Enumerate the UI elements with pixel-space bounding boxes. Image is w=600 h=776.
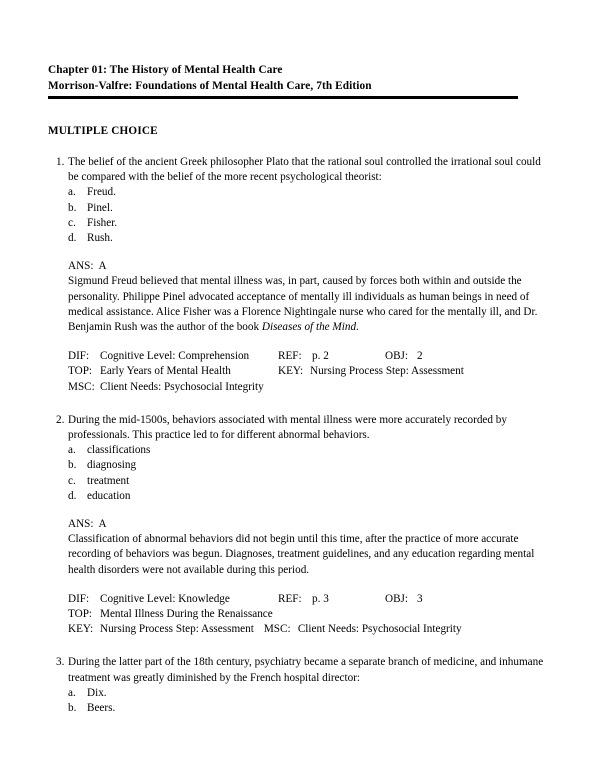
metadata-block	[68, 592, 552, 638]
metadata-obj	[385, 349, 423, 364]
rationale-text-end: .	[356, 321, 359, 334]
metadata-value: Cognitive Level: Comprehension	[100, 350, 250, 363]
metadata-row	[68, 607, 552, 622]
metadata-key-topic	[278, 364, 464, 379]
stem-text-before-blank: During the mid-1500s, behaviors associated with mental illness were more accurately recorded by professionals. This practice led to	[68, 413, 507, 442]
metadata-key: TOP:	[68, 365, 93, 378]
metadata-row	[68, 592, 552, 607]
option-letter: d.	[68, 489, 77, 502]
option-list	[68, 185, 552, 246]
metadata-obj	[385, 592, 423, 607]
metadata-value: Client Needs: Psychosocial Integrity	[100, 380, 264, 393]
metadata-msc	[68, 380, 278, 395]
option-letter: b.	[68, 201, 77, 214]
question-stem	[68, 413, 552, 443]
metadata-value: Nursing Process Step: Assessment	[100, 623, 254, 636]
option-a[interactable]	[68, 686, 552, 701]
metadata-top	[68, 364, 278, 379]
section-heading: MULTIPLE CHOICE	[48, 125, 158, 137]
answer-rationale	[68, 274, 552, 335]
chapter-title: Chapter 01: The History of Mental Health Care	[48, 64, 283, 76]
option-letter: b.	[68, 702, 77, 715]
metadata-msc	[254, 622, 462, 637]
option-c[interactable]	[68, 474, 552, 489]
option-letter: c.	[68, 216, 76, 229]
metadata-value: p. 3	[312, 592, 329, 605]
metadata-key: MSC:	[263, 623, 291, 636]
option-b[interactable]	[68, 458, 552, 473]
answer-rationale: Classification of abnormal behaviors did not begin until this time, after the practice of more accurate recording of behaviors was begun. Diagnoses, treatment guidelines, and any education regarding mental health disorders were not available during this period.	[68, 533, 535, 576]
question-number: 2.	[56, 413, 65, 426]
metadata-key: TOP:	[68, 608, 93, 621]
book-title: Morrison-Valfre: Foundations of Mental Health Care, 7th Edition	[48, 80, 372, 92]
metadata-value: 3	[417, 592, 423, 605]
option-letter: a.	[68, 186, 76, 199]
answer-label: ANS:	[68, 518, 94, 531]
metadata-dif	[68, 349, 278, 364]
metadata-row	[68, 622, 552, 637]
question-number: 1.	[56, 156, 65, 168]
answer-label: ANS:	[68, 260, 94, 273]
option-text: Pinel.	[87, 201, 113, 214]
option-list	[68, 686, 552, 716]
metadata-key-topic	[68, 622, 254, 637]
metadata-key: DIF:	[68, 350, 90, 363]
option-text: education	[87, 489, 131, 502]
question-block-1	[48, 155, 552, 395]
metadata-value: Nursing Process Step: Assessment	[310, 365, 464, 378]
option-list	[68, 443, 552, 504]
option-letter: a.	[68, 444, 76, 457]
metadata-block	[68, 349, 552, 395]
rationale-text: Sigmund Freud believed that mental illness was, in part, caused by forces both within and outside the personality. Philippe Pinel advocated acceptance of mentally ill individuals as human beings in need of medical assistance. Alice Fisher was a Florence Nightingale nurse who cared for the mentally ill, and Dr. Benjamin Rush was the author of the book	[68, 275, 538, 334]
metadata-key: REF:	[278, 350, 302, 363]
option-b[interactable]	[68, 701, 552, 716]
header-divider	[48, 96, 518, 99]
metadata-value: Cognitive Level: Knowledge	[100, 592, 230, 605]
option-d[interactable]	[68, 489, 552, 504]
document-header	[48, 62, 552, 94]
metadata-ref	[278, 592, 385, 607]
option-letter: b.	[68, 459, 77, 472]
stem-text-after-blank: for different abnormal behaviors.	[221, 429, 370, 442]
metadata-dif	[68, 592, 278, 607]
metadata-key: KEY:	[278, 365, 304, 378]
metadata-row	[68, 380, 552, 395]
option-letter: a.	[68, 686, 76, 699]
option-text: Fisher.	[87, 216, 118, 229]
option-letter: d.	[68, 232, 77, 245]
answer-value: A	[98, 260, 107, 273]
metadata-row	[68, 364, 552, 379]
metadata-ref	[278, 349, 385, 364]
option-a[interactable]	[68, 185, 552, 200]
metadata-key: DIF:	[68, 592, 90, 605]
answer-line	[68, 517, 552, 532]
metadata-value: Mental Illness During the Renaissance	[100, 608, 273, 621]
answer-value: A	[98, 518, 107, 531]
answer-block	[68, 259, 552, 335]
question-block-2	[48, 413, 552, 638]
answer-line	[68, 259, 552, 274]
metadata-value: 2	[417, 350, 423, 363]
answer-block	[68, 517, 552, 578]
option-text: Freud.	[87, 186, 116, 199]
option-d[interactable]	[68, 231, 552, 246]
metadata-key: REF:	[278, 592, 302, 605]
question-block-3	[48, 655, 552, 716]
metadata-value: Early Years of Mental Health	[100, 365, 231, 378]
option-b[interactable]	[68, 201, 552, 216]
option-a[interactable]	[68, 443, 552, 458]
metadata-key: KEY:	[68, 623, 94, 636]
option-text: Rush.	[87, 232, 113, 245]
option-letter: c.	[68, 474, 76, 487]
question-number: 3.	[56, 656, 65, 669]
question-stem: During the latter part of the 18th century, psychiatry became a separate branch of medicine, and inhumane treatment was greatly diminished by the French hospital director:	[68, 656, 544, 684]
metadata-top	[68, 607, 273, 622]
question-stem: The belief of the ancient Greek philosopher Plato that the rational soul controlled the irrational soul could be compared with the belief of the more recent psychological theorist:	[68, 156, 541, 184]
metadata-key: OBJ:	[385, 592, 409, 605]
metadata-row	[68, 349, 552, 364]
option-text: Dix.	[87, 686, 107, 699]
metadata-key: MSC:	[68, 380, 95, 393]
option-text: Beers.	[87, 702, 116, 715]
option-c[interactable]	[68, 216, 552, 231]
metadata-key: OBJ:	[385, 350, 409, 363]
rationale-book-title: Diseases of the Mind	[261, 321, 357, 334]
option-text: diagnosing	[87, 459, 137, 472]
metadata-value: Client Needs: Psychosocial Integrity	[297, 623, 462, 636]
metadata-value: p. 2	[312, 350, 329, 363]
option-text: treatment	[87, 474, 130, 487]
option-text: classifications	[87, 444, 151, 457]
